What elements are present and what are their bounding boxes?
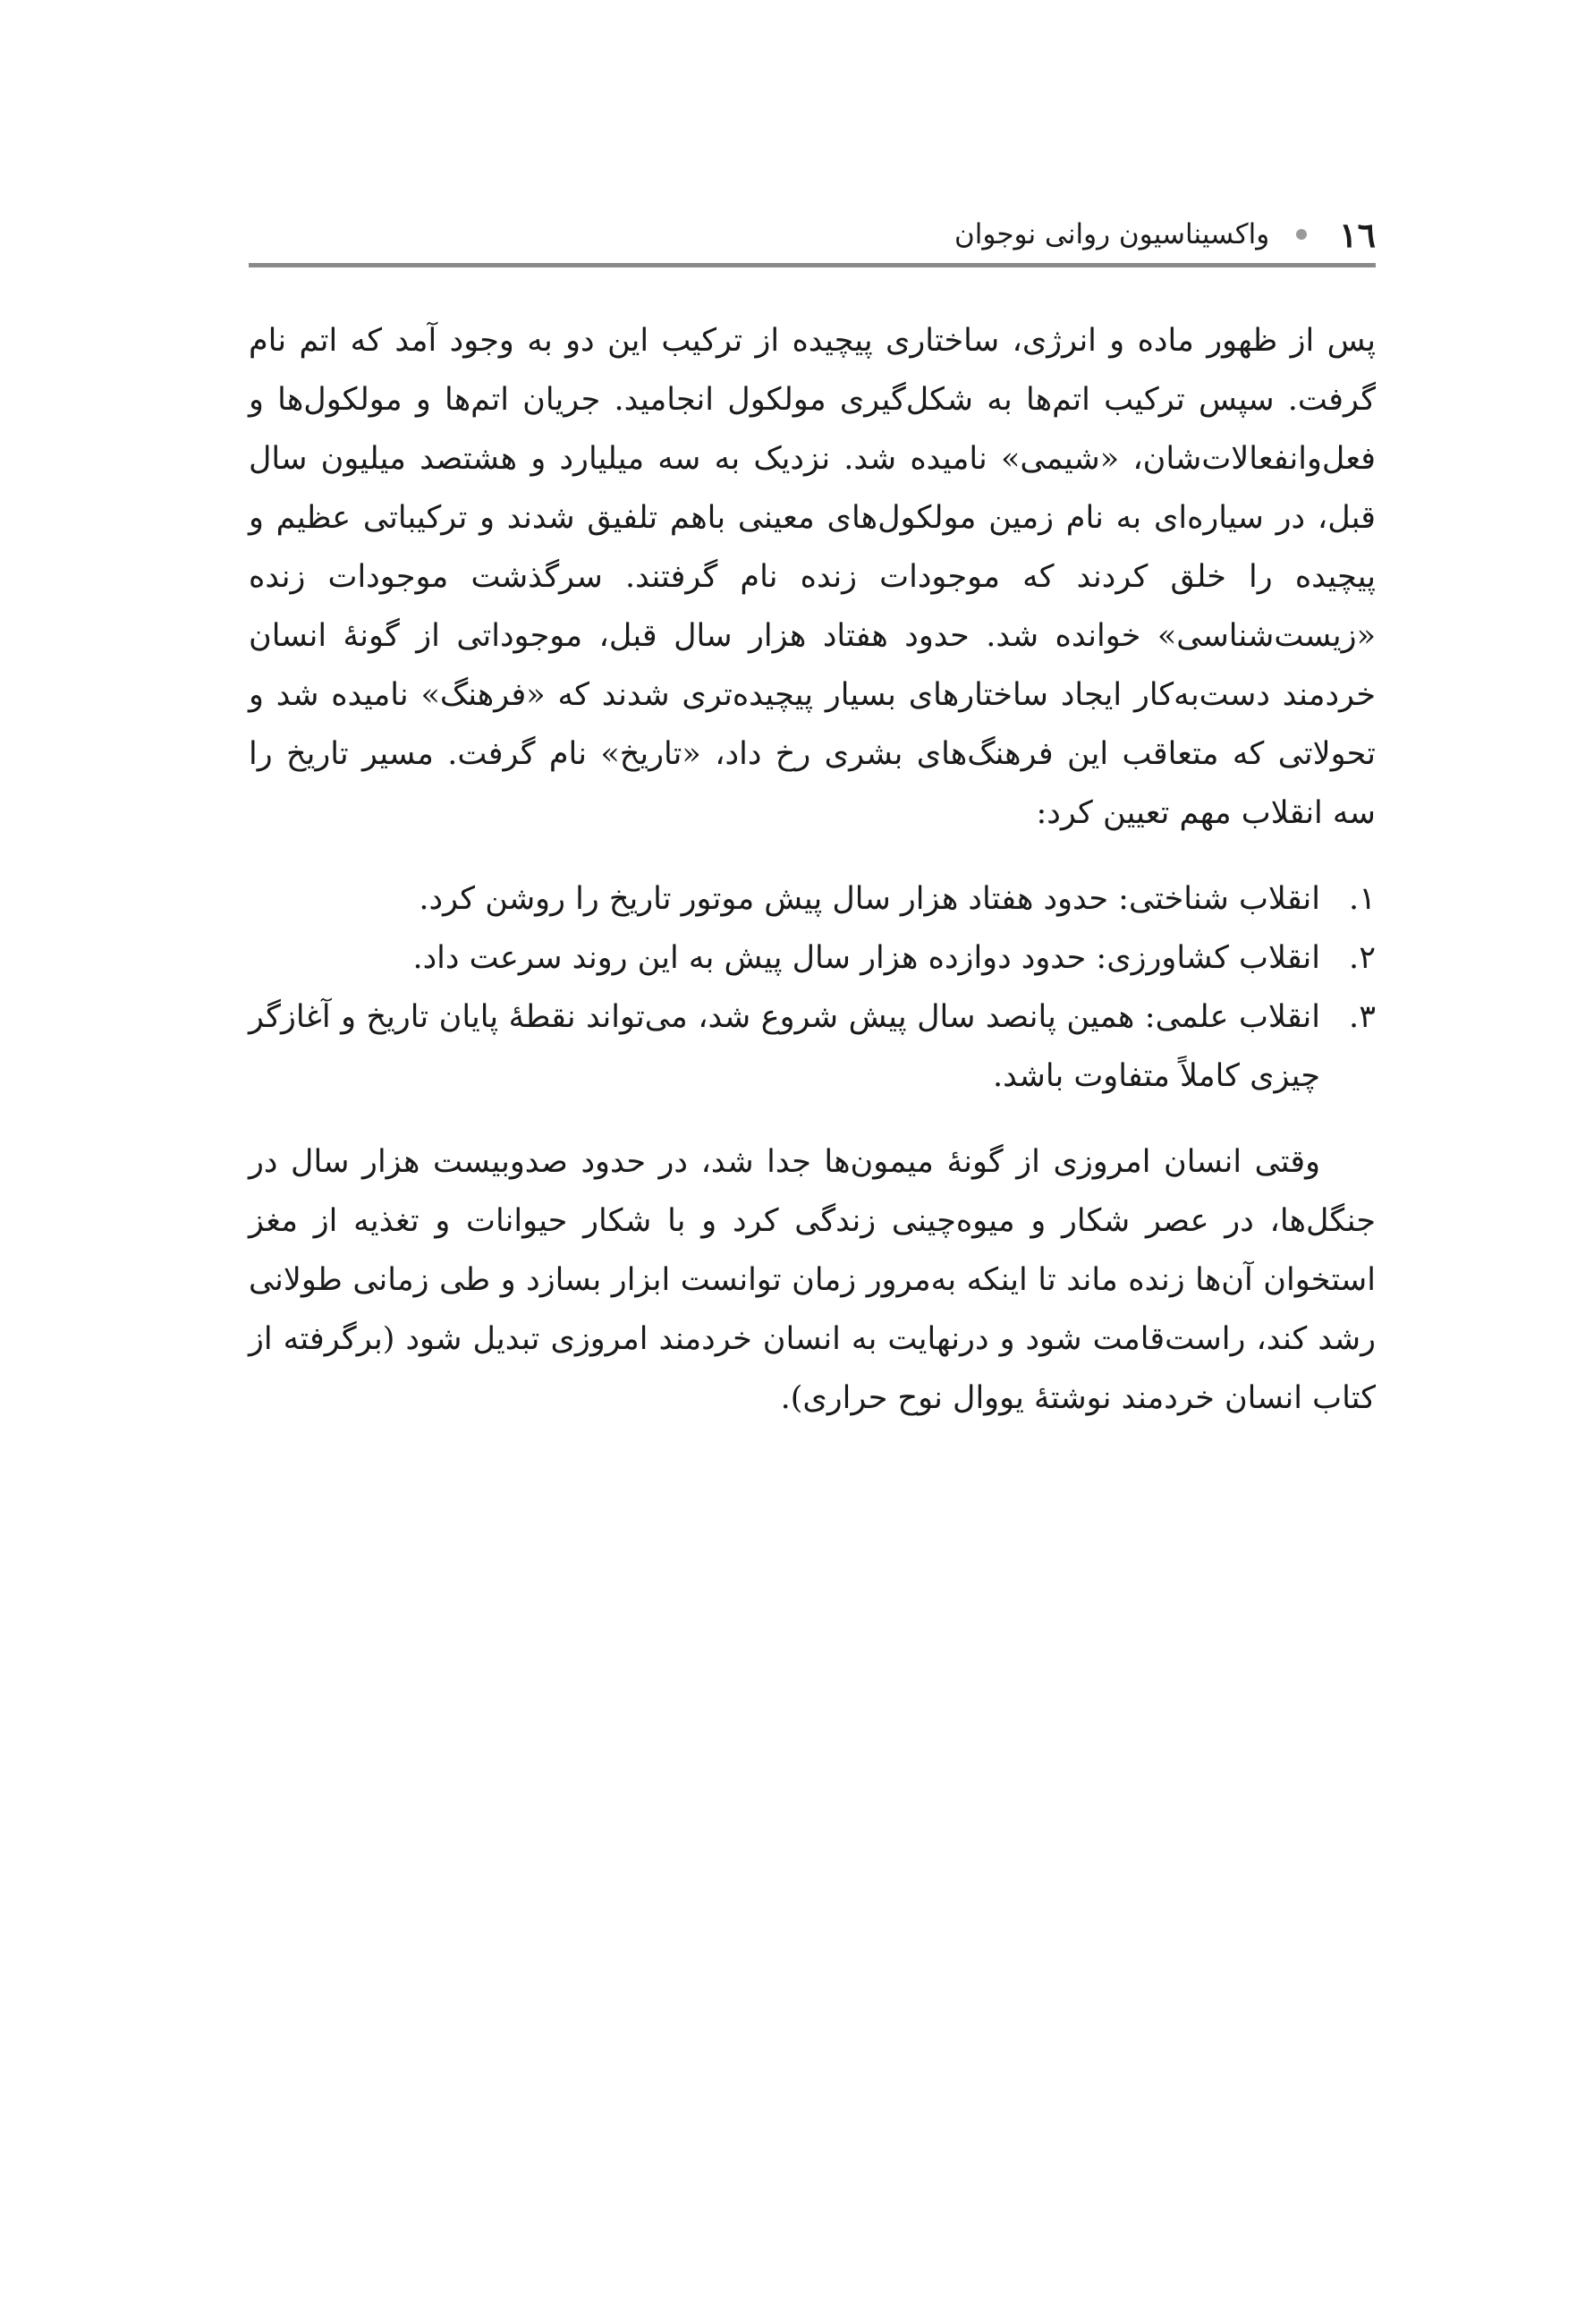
- paragraph-1: پس از ظهور ماده و انرژی، ساختاری پیچیده از ترکیب این دو به وجود آمد که اتم نام گرفت. سپس ترکیب اتم‌ها به شکل‌گیری مولکول انجامید. جریان اتم‌ها و مولکول‌ها و فعل‌وانفعالات‌شان، «شیمی» نامیده شد. نزدیک به سه میلیارد و هشتصد میلیون سال قبل، در سیاره‌ای به نام زمین مولکول‌های معینی باهم تلفیق شدند و ترکیباتی عظیم و پیچیده را خلق کردند که موجودات زنده نام گرفتند. سرگذشت موجودات زنده «زیست‌شناسی» خوانده شد. حدود هفتاد هزار سال قبل، موجوداتی از گونهٔ انسان خردمند دست‌به‌کار ایجاد ساختارهای بسیار پیچیده‌تری شدند که «فرهنگ» نامیده شد و تحولاتی که متعاقب این فرهنگ‌های بشری رخ داد، «تاریخ» نام گرفت. مسیر تاریخ را سه انقلاب مهم تعیین کرد:: [249, 323, 1376, 831]
- paragraph-2: وقتی انسان امروزی از گونهٔ میمون‌ها جدا شد، در حدود صدوبیست هزار سال در جنگل‌ها، در عصر شکار و میوه‌چینی زندگی کرد و با شکار حیوانات و تغذیه از مغز استخوان آن‌ها زنده ماند تا اینکه به‌مرور زمان توانست ابزار بسازد و طی زمانی طولانی رشد کند، راست‌قامت شود و درنهایت به انسان خردمند امروزی تبدیل شود (برگرفته از کتاب انسان خردمند نوشتهٔ یووال نوح حراری).: [249, 1144, 1376, 1416]
- body-text: [249, 311, 1376, 1428]
- page-number: ١٦: [1339, 214, 1376, 255]
- revolutions-list: [249, 869, 1376, 1106]
- list-item: [249, 929, 1376, 988]
- list-item-text: انقلاب کشاورزی: حدود دوازده هزار سال پیش به این روند سرعت داد.: [412, 940, 1320, 976]
- header-rule: [249, 263, 1376, 267]
- list-item: [249, 869, 1376, 929]
- list-item-number: ٣.: [1349, 999, 1376, 1035]
- list-item-text: انقلاب شناختی: حدود هفتاد هزار سال پیش موتور تاریخ را روشن کرد.: [419, 881, 1320, 917]
- list-item-number: ١.: [1349, 881, 1376, 917]
- list-item-text: انقلاب علمی: همین پانصد سال پیش شروع شد، می‌تواند نقطهٔ پایان تاریخ و آغازگر چیزی کاملاً متفاوت باشد.: [249, 999, 1320, 1094]
- list-item-number: ٢.: [1349, 940, 1376, 976]
- running-title: واکسیناسیون روانی نوجوان: [954, 218, 1270, 250]
- bullet-dot-icon: [1296, 229, 1307, 240]
- list-item: [249, 988, 1376, 1106]
- page-header: [249, 208, 1376, 261]
